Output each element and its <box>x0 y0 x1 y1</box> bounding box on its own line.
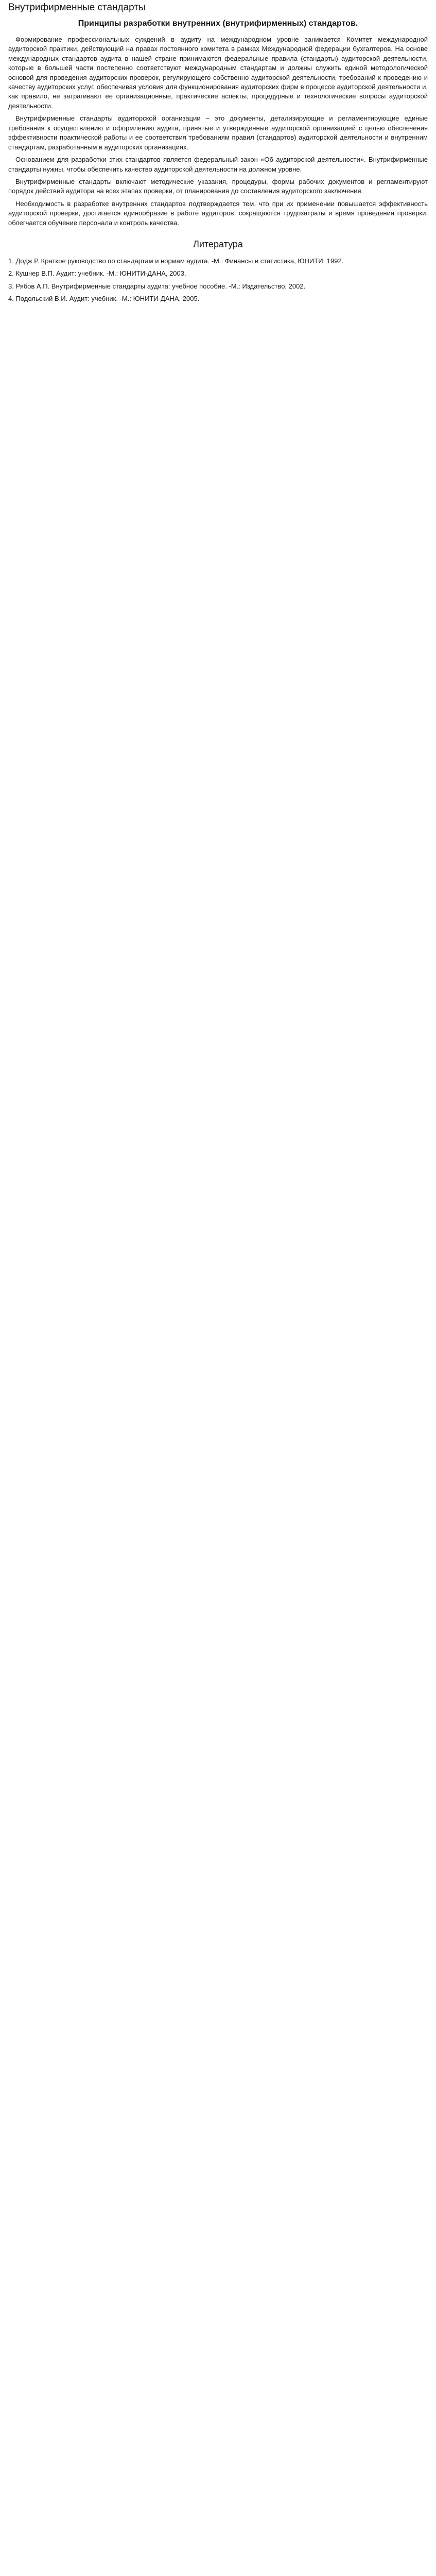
article-title: Принципы разработки внутренних (внутрифирменных) стандартов. <box>78 19 358 28</box>
article-paragraph: Формирование профессиональных суждений в аудиту на международном уровне занимается Комитет международной аудиторской практики, действующий на правах постоянного комитета в рамках Международной федерации бухгалтеров. На основе международных стандартов аудита в нашей стране принимаются федеральные правила (стандарты) аудиторской деятельности, которые в большей части постепенно соответствуют международным стандартам и должны служить единой методологической основой для проведения аудиторских проверок, регулирующего собственно аудиторской деятельности, требований к проведению и качеству аудиторских услуг, обеспечивая условия для функционирования аудиторских фирм в процессе аудиторской деятельности и, как правило, не затрагивают ее организационные, практические аспекты, процедурные и технологические вопросы аудиторской деятельности. <box>8 35 428 110</box>
reference-item: 2. Кушнер В.П. Аудит: учебник. -М.: ЮНИТИ-ДАНА, 2003. <box>8 269 186 278</box>
reference-item: 4. Подольский В.И. Аудит: учебник. -М.: ЮНИТИ-ДАНА, 2005. <box>8 295 200 303</box>
references-list <box>8 257 428 304</box>
reference-item: 3. Рябов А.П. Внутрифирменные стандарты аудита: учебное пособие. -М.: Издательство, 2002. <box>8 282 306 290</box>
article-paragraph: Основанием для разработки этих стандартов является федеральный закон «Об аудиторской деятельности». Внутрифирменные стандарты нужны, чтобы обеспечить качество аудиторской деятельности на должном уровне. <box>8 156 428 173</box>
article-body <box>8 35 428 228</box>
page-title: Внутрифирменные стандарты <box>8 2 146 13</box>
reference-item: 1. Додж Р. Краткое руководство по стандартам и нормам аудита. -М.: Финансы и статистика, ЮНИТИ, 1992. <box>8 257 344 265</box>
article-paragraph: Внутрифирменные стандарты аудиторской организации – это документы, детализирующие и регламентирующие единые требования к осуществлению и оформлению аудита, принятые и утвержденные аудиторской организацией с целью обеспечения эффективности практической работы и ее соответствия требованиям правил (стандартов) аудиторской деятельности и внутренним стандартам, разработанным в аудиторских организациях. <box>8 114 428 151</box>
references-heading: Литература <box>193 239 243 250</box>
page <box>0 0 436 328</box>
article-paragraph: Необходимость в разработке внутренних стандартов подтверждается тем, что при их применении повышается эффективность аудиторской проверки, достигается единообразие в работе аудиторов, сокращаются трудозатраты и время проведения проверки, облегчается обучение персонала и контроль качества. <box>8 199 428 227</box>
article-paragraph: Внутрифирменные стандарты включают методические указания, процедуры, формы рабочих документов и регламентируют порядок действий аудитора на всех этапах проверки, от планирования до составления аудиторского заключения. <box>8 178 428 195</box>
